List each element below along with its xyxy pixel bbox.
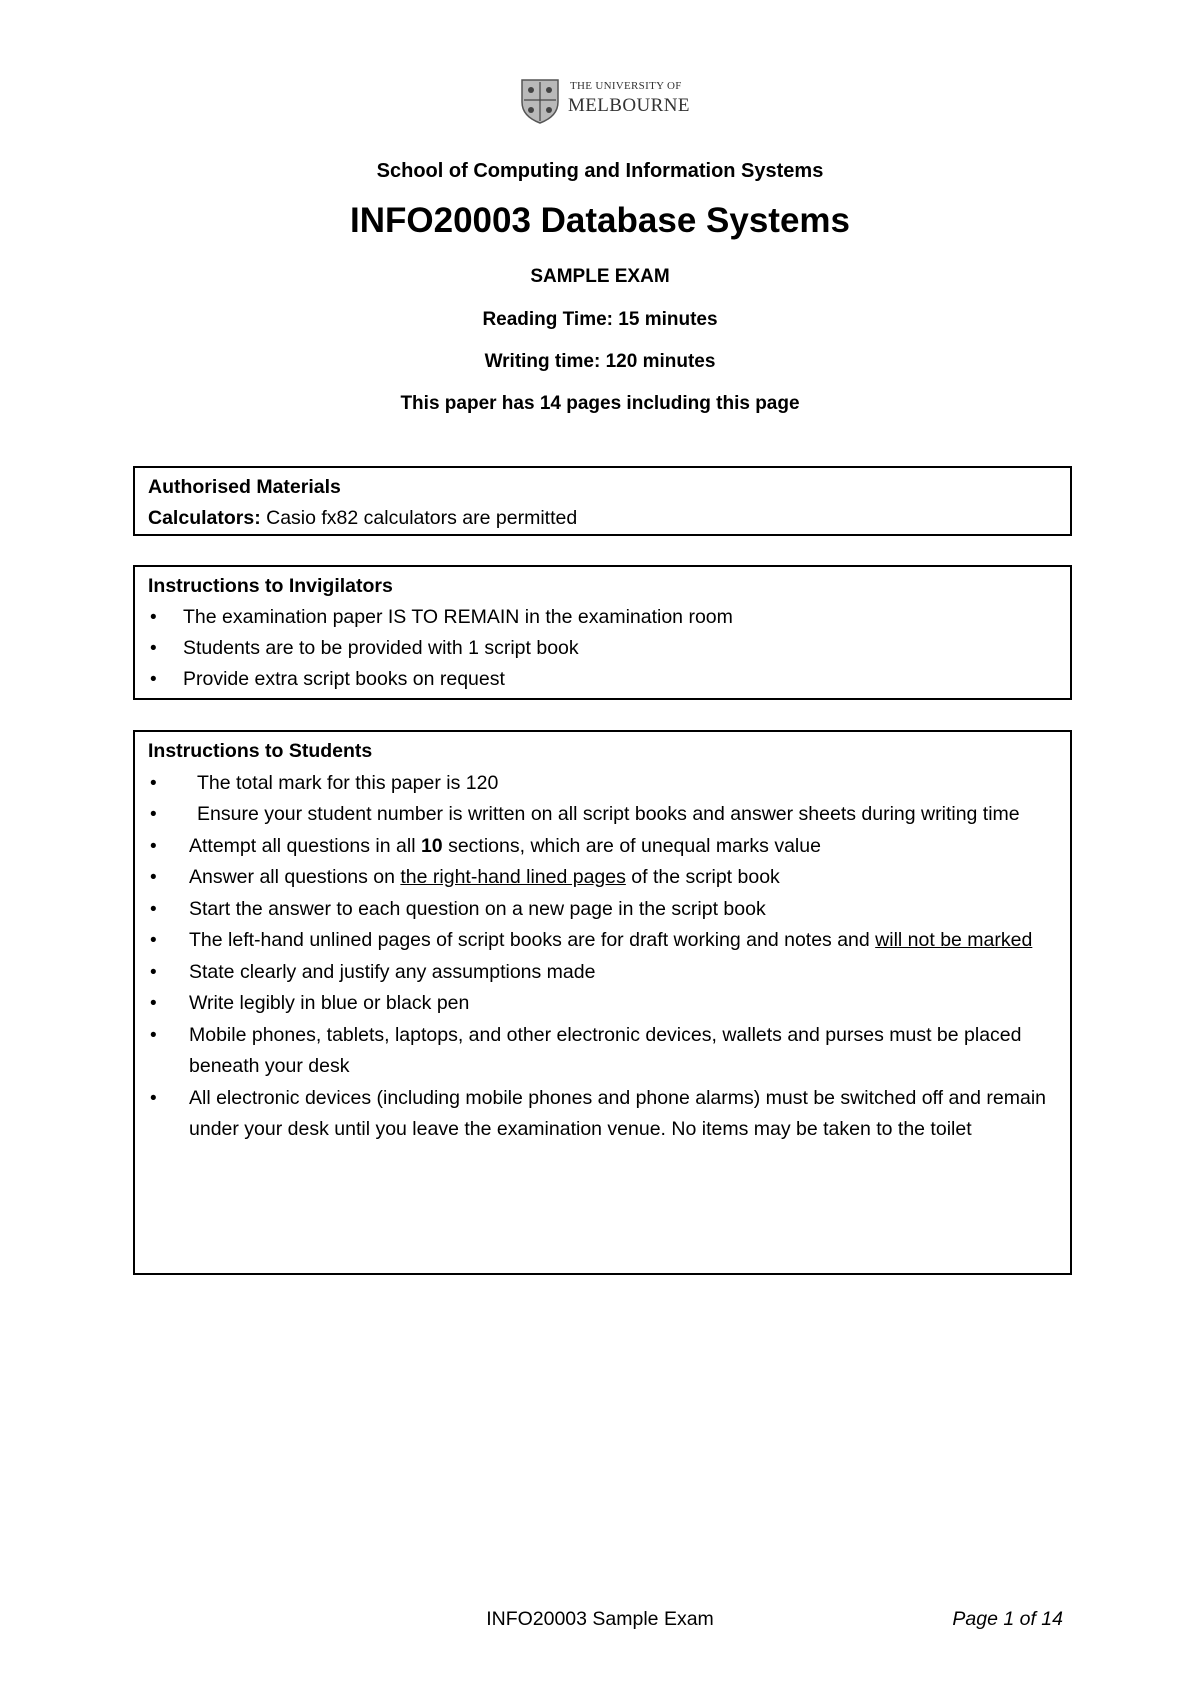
page-number: Page 1 of 14 <box>952 1608 1063 1630</box>
list-item: • The examination paper IS TO REMAIN in the examination room <box>148 602 1058 633</box>
student-instructions-box <box>133 730 1072 1275</box>
list-item: • The total mark for this paper is 120 <box>148 768 1058 800</box>
authorised-materials-title: Authorised Materials <box>148 476 341 498</box>
list-item: • Write legibly in blue or black pen <box>148 988 1058 1020</box>
list-item: • Ensure your student number is written on all script books and answer sheets during writing time <box>148 799 1058 831</box>
item3-post: sections, which are of unequal marks value <box>442 834 821 857</box>
university-crest-icon <box>520 78 560 124</box>
invigilator-instructions-title: Instructions to Invigilators <box>148 575 393 597</box>
list-item <box>148 925 1058 957</box>
university-logo <box>520 74 690 130</box>
list-item: • Provide extra script books on request <box>148 664 1058 695</box>
reading-time: Reading Time: 15 minutes <box>482 309 718 330</box>
invigilator-instructions-box <box>133 565 1072 700</box>
calculators-text: Casio fx82 calculators are permitted <box>260 507 578 529</box>
pages-note: This paper has 14 pages including this page <box>400 393 800 414</box>
item4-post: of the script book <box>625 866 780 888</box>
list-item: • Start the answer to each question on a new page in the script book <box>148 894 1058 926</box>
list-item <box>148 831 1058 863</box>
student-instructions-title: Instructions to Students <box>148 740 373 762</box>
invigilator-instructions-list <box>148 602 1058 695</box>
list-item: • All electronic devices (including mobile phones and phone alarms) must be switched off and remain under your desk until you leave the examination venue. No items may be taken to the toilet <box>148 1083 1058 1146</box>
list-item <box>148 862 1058 894</box>
exam-type: SAMPLE EXAM <box>530 266 670 287</box>
item6-pre: The left-hand unlined pages of script books are for draft working and notes and <box>189 929 876 951</box>
calculators-label: Calculators: <box>148 507 261 529</box>
list-item: • Students are to be provided with 1 script book <box>148 633 1058 664</box>
item3-bold: 10 <box>420 834 443 857</box>
item3-pre: Attempt all questions in all <box>189 834 421 857</box>
list-item: • State clearly and justify any assumptions made <box>148 957 1058 989</box>
logo-line-2: MELBOURNE <box>568 95 690 116</box>
calculators-line <box>148 503 1058 534</box>
item4-pre: Answer all questions on <box>189 866 401 888</box>
student-instructions-list <box>148 768 1058 1146</box>
footer-title: INFO20003 Sample Exam <box>486 1608 714 1630</box>
item4-underline: the right-hand lined pages <box>400 866 626 888</box>
list-item: • Mobile phones, tablets, laptops, and other electronic devices, wallets and purses must be placed beneath your desk <box>148 1020 1058 1083</box>
logo-line-1: THE UNIVERSITY OF <box>570 80 682 92</box>
school-name: School of Computing and Information Systems <box>376 160 824 182</box>
writing-time: Writing time: 120 minutes <box>484 351 716 372</box>
course-title: INFO20003 Database Systems <box>350 201 850 240</box>
item6-underline: will not be marked <box>875 929 1033 951</box>
authorised-materials-box <box>133 466 1072 536</box>
